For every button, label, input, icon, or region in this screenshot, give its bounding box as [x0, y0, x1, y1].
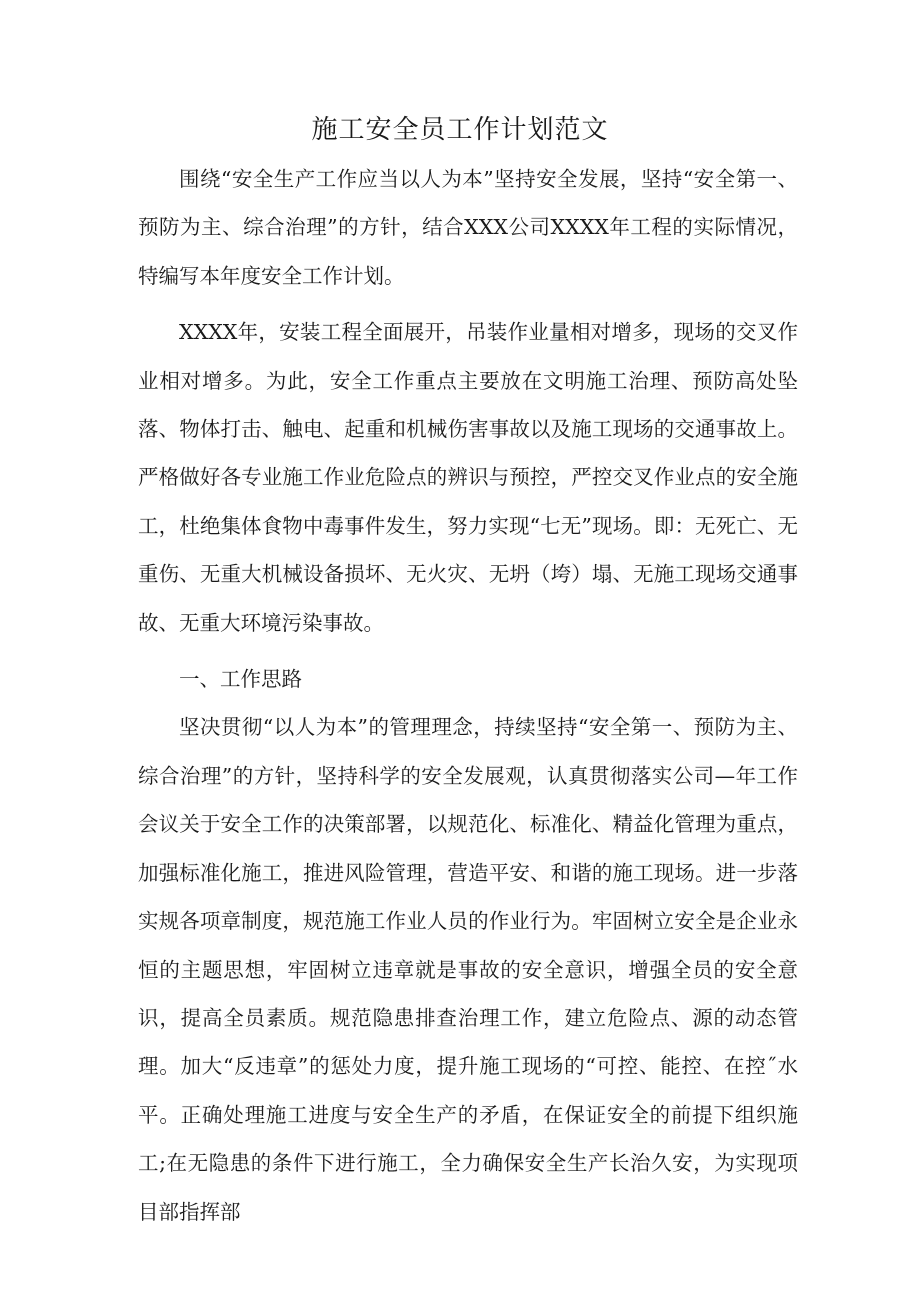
paragraph-intro: 围绕“安全生产工作应当以人为本”坚持安全发展，坚持“安全第一、预防为主、综合治理”的方针，结合XXX公司XXXX年工程的实际情况，特编写本年度安全工作计划。 [138, 167, 798, 288]
paragraph-focus: XXXX年，安装工程全面展开，吊装作业量相对增多，现场的交叉作业相对增多。为此，安全工作重点主要放在文明施工治理、预防高处坠落、物体打击、触电、起重和机械伤害事故以及施工现场的交通事故上。严格做好各专业施工作业危险点的辨识与预控，严控交叉作业点的安全施工，杜绝集体食物中毒事件发生，努力实现“七无”现场。即：无死亡、无重伤、无重大机械设备损坏、无火灾、无坍（垮）塌、无施工现场交通事故、无重大环境污染事故。 [138, 320, 798, 635]
section-heading-work-approach: 一、工作思路 [179, 667, 302, 692]
document-body [138, 155, 798, 1236]
document-title: 施工安全员工作计划范文 [311, 115, 609, 145]
paragraph-work-approach: 坚决贯彻“以人为本”的管理理念，持续坚持“安全第一、预防为主、综合治理”的方针，坚持科学的安全发展观，认真贯彻落实公司—年工作会议关于安全工作的决策部署，以规范化、标准化、精益化管理为重点，加强标准化施工，推进风险管理，营造平安、和谐的施工现场。进一步落实规各项章制度，规范施工作业人员的作业行为。牢固树立安全是企业永恒的主题思想，牢固树立违章就是事故的安全意识，增强全员的安全意识，提高全员素质。规范隐患排查治理工作，建立危险点、源的动态管理。加大“反违章”的惩处力度，提升施工现场的“可控、能控、在控˝水平。正确处理施工进度与安全生产的矛盾，在保证安全的前提下组织施工;在无隐患的条件下进行施工，全力确保安全生产长治久安，为实现项目部指挥部 [138, 715, 798, 1224]
